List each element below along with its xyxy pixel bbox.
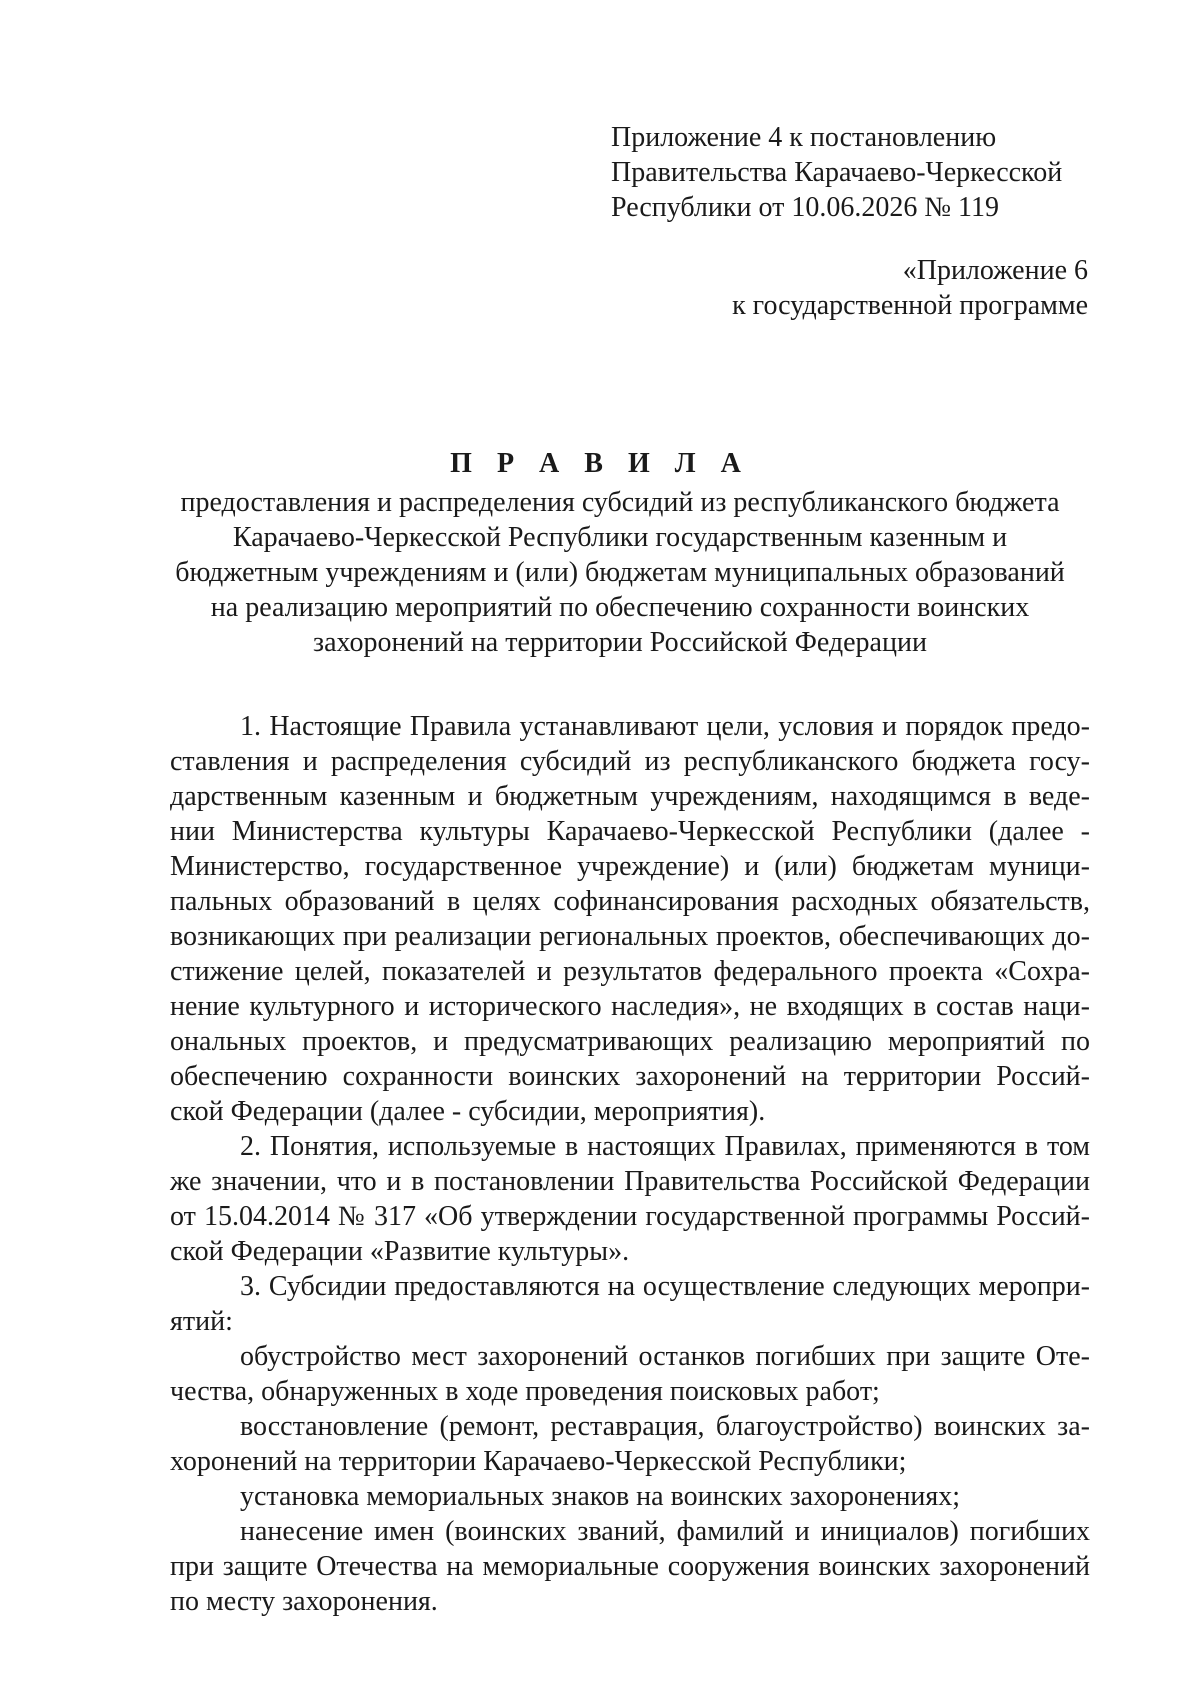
- body-line: обустройство мест захоронений останков погибших при защите Оте-: [240, 1341, 1090, 1372]
- subtitle-line: предоставления и распределения субсидий из республиканского бюджета: [180, 487, 1060, 518]
- body-line: по месту захоронения.: [170, 1586, 438, 1617]
- appendix-line: Республики от 10.06.2026 № 119: [611, 192, 1000, 223]
- body-line: 1. Настоящие Правила устанавливают цели, условия и порядок предо-: [240, 711, 1090, 742]
- appendix-quote: [732, 253, 1088, 323]
- body-line: ской Федерации «Развитие культуры».: [170, 1236, 630, 1267]
- body-line: при защите Отечества на мемориальные сооружения воинских захоронений: [170, 1551, 1090, 1582]
- body-line: ставления и распределения субсидий из республиканского бюджета госу-: [170, 746, 1090, 777]
- appendix-header: [611, 120, 1062, 225]
- body-line: хоронений на территории Карачаево-Черкесской Республики;: [170, 1446, 907, 1477]
- body-line: ятий:: [170, 1306, 233, 1337]
- body-line: возникающих при реализации региональных проектов, обеспечивающих до-: [170, 921, 1090, 952]
- body-line: нии Министерства культуры Карачаево-Черкесской Республики (далее -: [170, 816, 1090, 847]
- body-line: стижение целей, показателей и результатов федерального проекта «Сохра-: [170, 956, 1090, 987]
- body-line: 2. Понятия, используемые в настоящих Правилах, применяются в том: [240, 1131, 1090, 1162]
- document-subtitle: [150, 485, 1090, 660]
- subtitle-line: на реализацию мероприятий по обеспечению сохранности воинских: [210, 592, 1030, 623]
- appendix-quote-line: «Приложение 6: [902, 255, 1088, 286]
- body-line: же значении, что и в постановлении Правительства Российской Федерации: [170, 1166, 1090, 1197]
- body-line: Министерство, государственное учреждение) и (или) бюджетам муници-: [170, 851, 1090, 882]
- subtitle-line: бюджетным учреждениям и (или) бюджетам муниципальных образований: [175, 557, 1065, 588]
- body-line: установка мемориальных знаков на воинских захоронениях;: [240, 1481, 961, 1512]
- body-line: пальных образований в целях софинансирования расходных обязательств,: [170, 886, 1090, 917]
- body-line: чества, обнаруженных в ходе проведения поисковых работ;: [170, 1376, 880, 1407]
- document-body: [170, 709, 1090, 1619]
- document-title: П Р А В И Л А: [450, 448, 750, 479]
- body-line: нение культурного и исторического наследия», не входящих в состав наци-: [170, 991, 1090, 1022]
- appendix-line: Приложение 4 к постановлению: [611, 122, 997, 153]
- body-line: обеспечению сохранности воинских захоронений на территории Россий-: [170, 1061, 1090, 1092]
- subtitle-line: Карачаево-Черкесской Республики государственным казенным и: [232, 522, 1008, 553]
- body-line: 3. Субсидии предоставляются на осуществление следующих меропри-: [240, 1271, 1090, 1302]
- body-line: ской Федерации (далее - субсидии, мероприятия).: [170, 1096, 766, 1127]
- body-line: нанесение имен (воинских званий, фамилий и инициалов) погибших: [240, 1516, 1090, 1547]
- appendix-quote-line: к государственной программе: [732, 290, 1088, 321]
- body-line: от 15.04.2014 № 317 «Об утверждении государственной программы Россий-: [170, 1201, 1090, 1232]
- body-line: ональных проектов, и предусматривающих реализацию мероприятий по: [170, 1026, 1090, 1057]
- body-line: дарственным казенным и бюджетным учреждениям, находящимся в веде-: [170, 781, 1090, 812]
- subtitle-line: захоронений на территории Российской Федерации: [313, 627, 927, 658]
- appendix-line: Правительства Карачаево-Черкесской: [611, 157, 1063, 188]
- body-line: восстановление (ремонт, реставрация, благоустройство) воинских за-: [240, 1411, 1090, 1442]
